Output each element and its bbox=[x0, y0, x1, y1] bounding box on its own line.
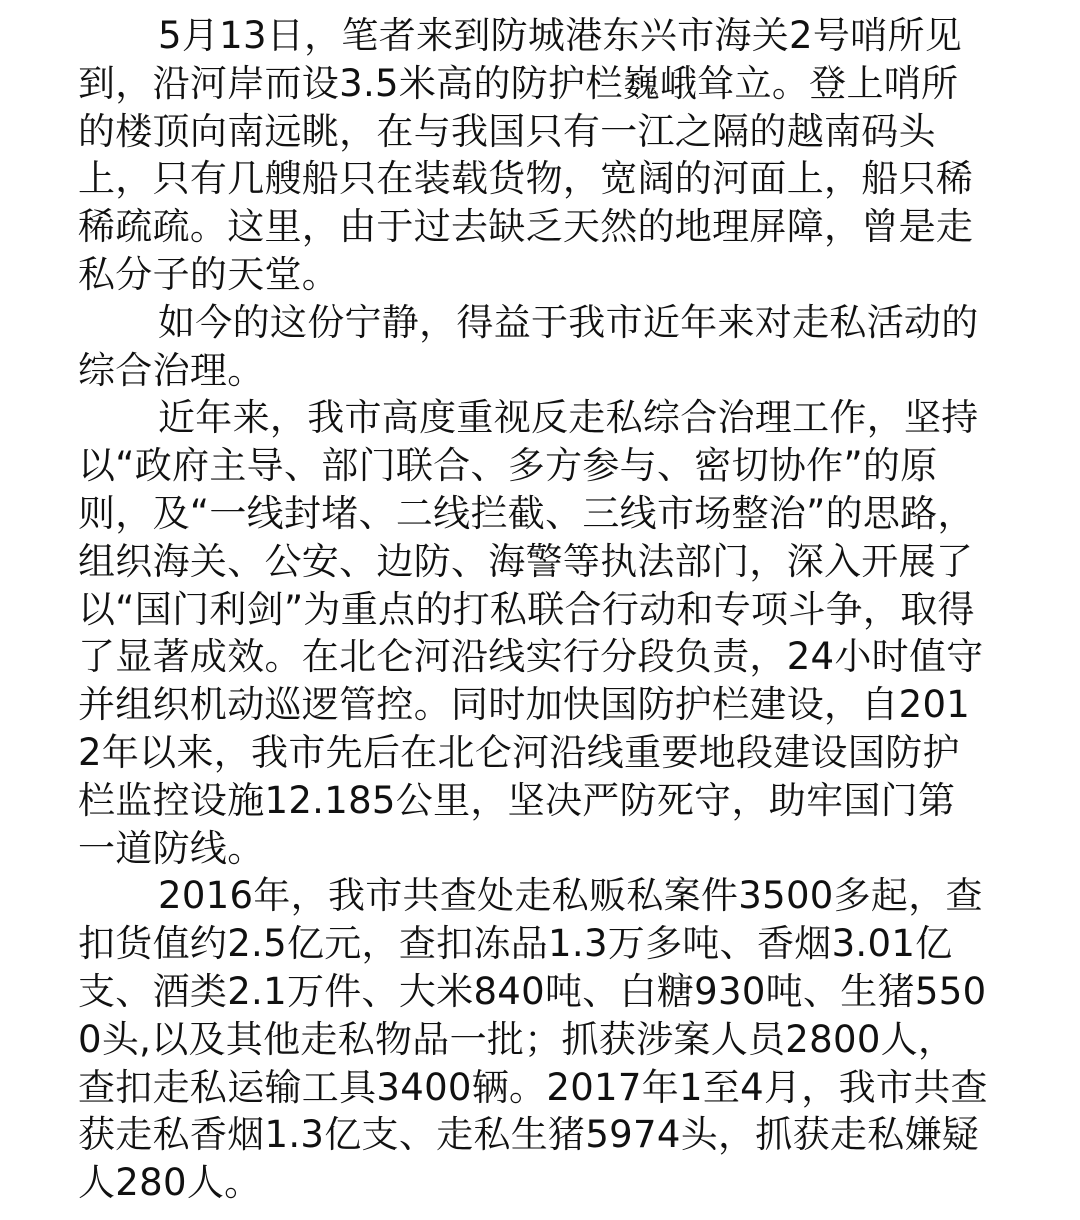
paragraph-2: 如今的这份宁静，得益于我市近年来对走私活动的综合治理。 bbox=[78, 300, 979, 392]
paragraph-1: 5月13日，笔者来到防城港东兴市海关2号哨所见到，沿河岸而设3.5米高的防护栏巍峨耸立。登上哨所的楼顶向南远眺，在与我国只有一江之隔的越南码头上，只有几艘船只在装载货物，宽阔的河面上，船只稀稀疏疏。这里，由于过去缺乏天然的地理屏障，曾是走私分子的天堂。 bbox=[78, 14, 974, 296]
article-body bbox=[78, 12, 988, 1207]
paragraph-4: 2016年，我市共查处走私贩私案件3500多起，查扣货值约2.5亿元，查扣冻品1.3万多吨、香烟3.01亿支、酒类2.1万件、大米840吨、白糖930吨、生猪5500头,以及其他走私物品一批；抓获涉案人员2800人，查扣走私运输工具3400辆。2017年1至4月，我市共查获走私香烟1.3亿支、走私生猪5974头，抓获走私嫌疑人280人。 bbox=[78, 874, 988, 1205]
paragraph-3: 近年来，我市高度重视反走私综合治理工作，坚持以“政府主导、部门联合、多方参与、密切协作”的原则，及“一线封堵、二线拦截、三线市场整治”的思路，组织海关、公安、边防、海警等执法部门，深入开展了以“国门利剑”为重点的打私联合行动和专项斗争，取得了显著成效。在北仑河沿线实行分段负责，24小时值守并组织机动巡逻管控。同时加快国防护栏建设，自2012年以来，我市先后在北仑河沿线重要地段建设国防护栏监控设施12.185公里，坚决严防死守，助牢国门第一道防线。 bbox=[78, 396, 984, 870]
